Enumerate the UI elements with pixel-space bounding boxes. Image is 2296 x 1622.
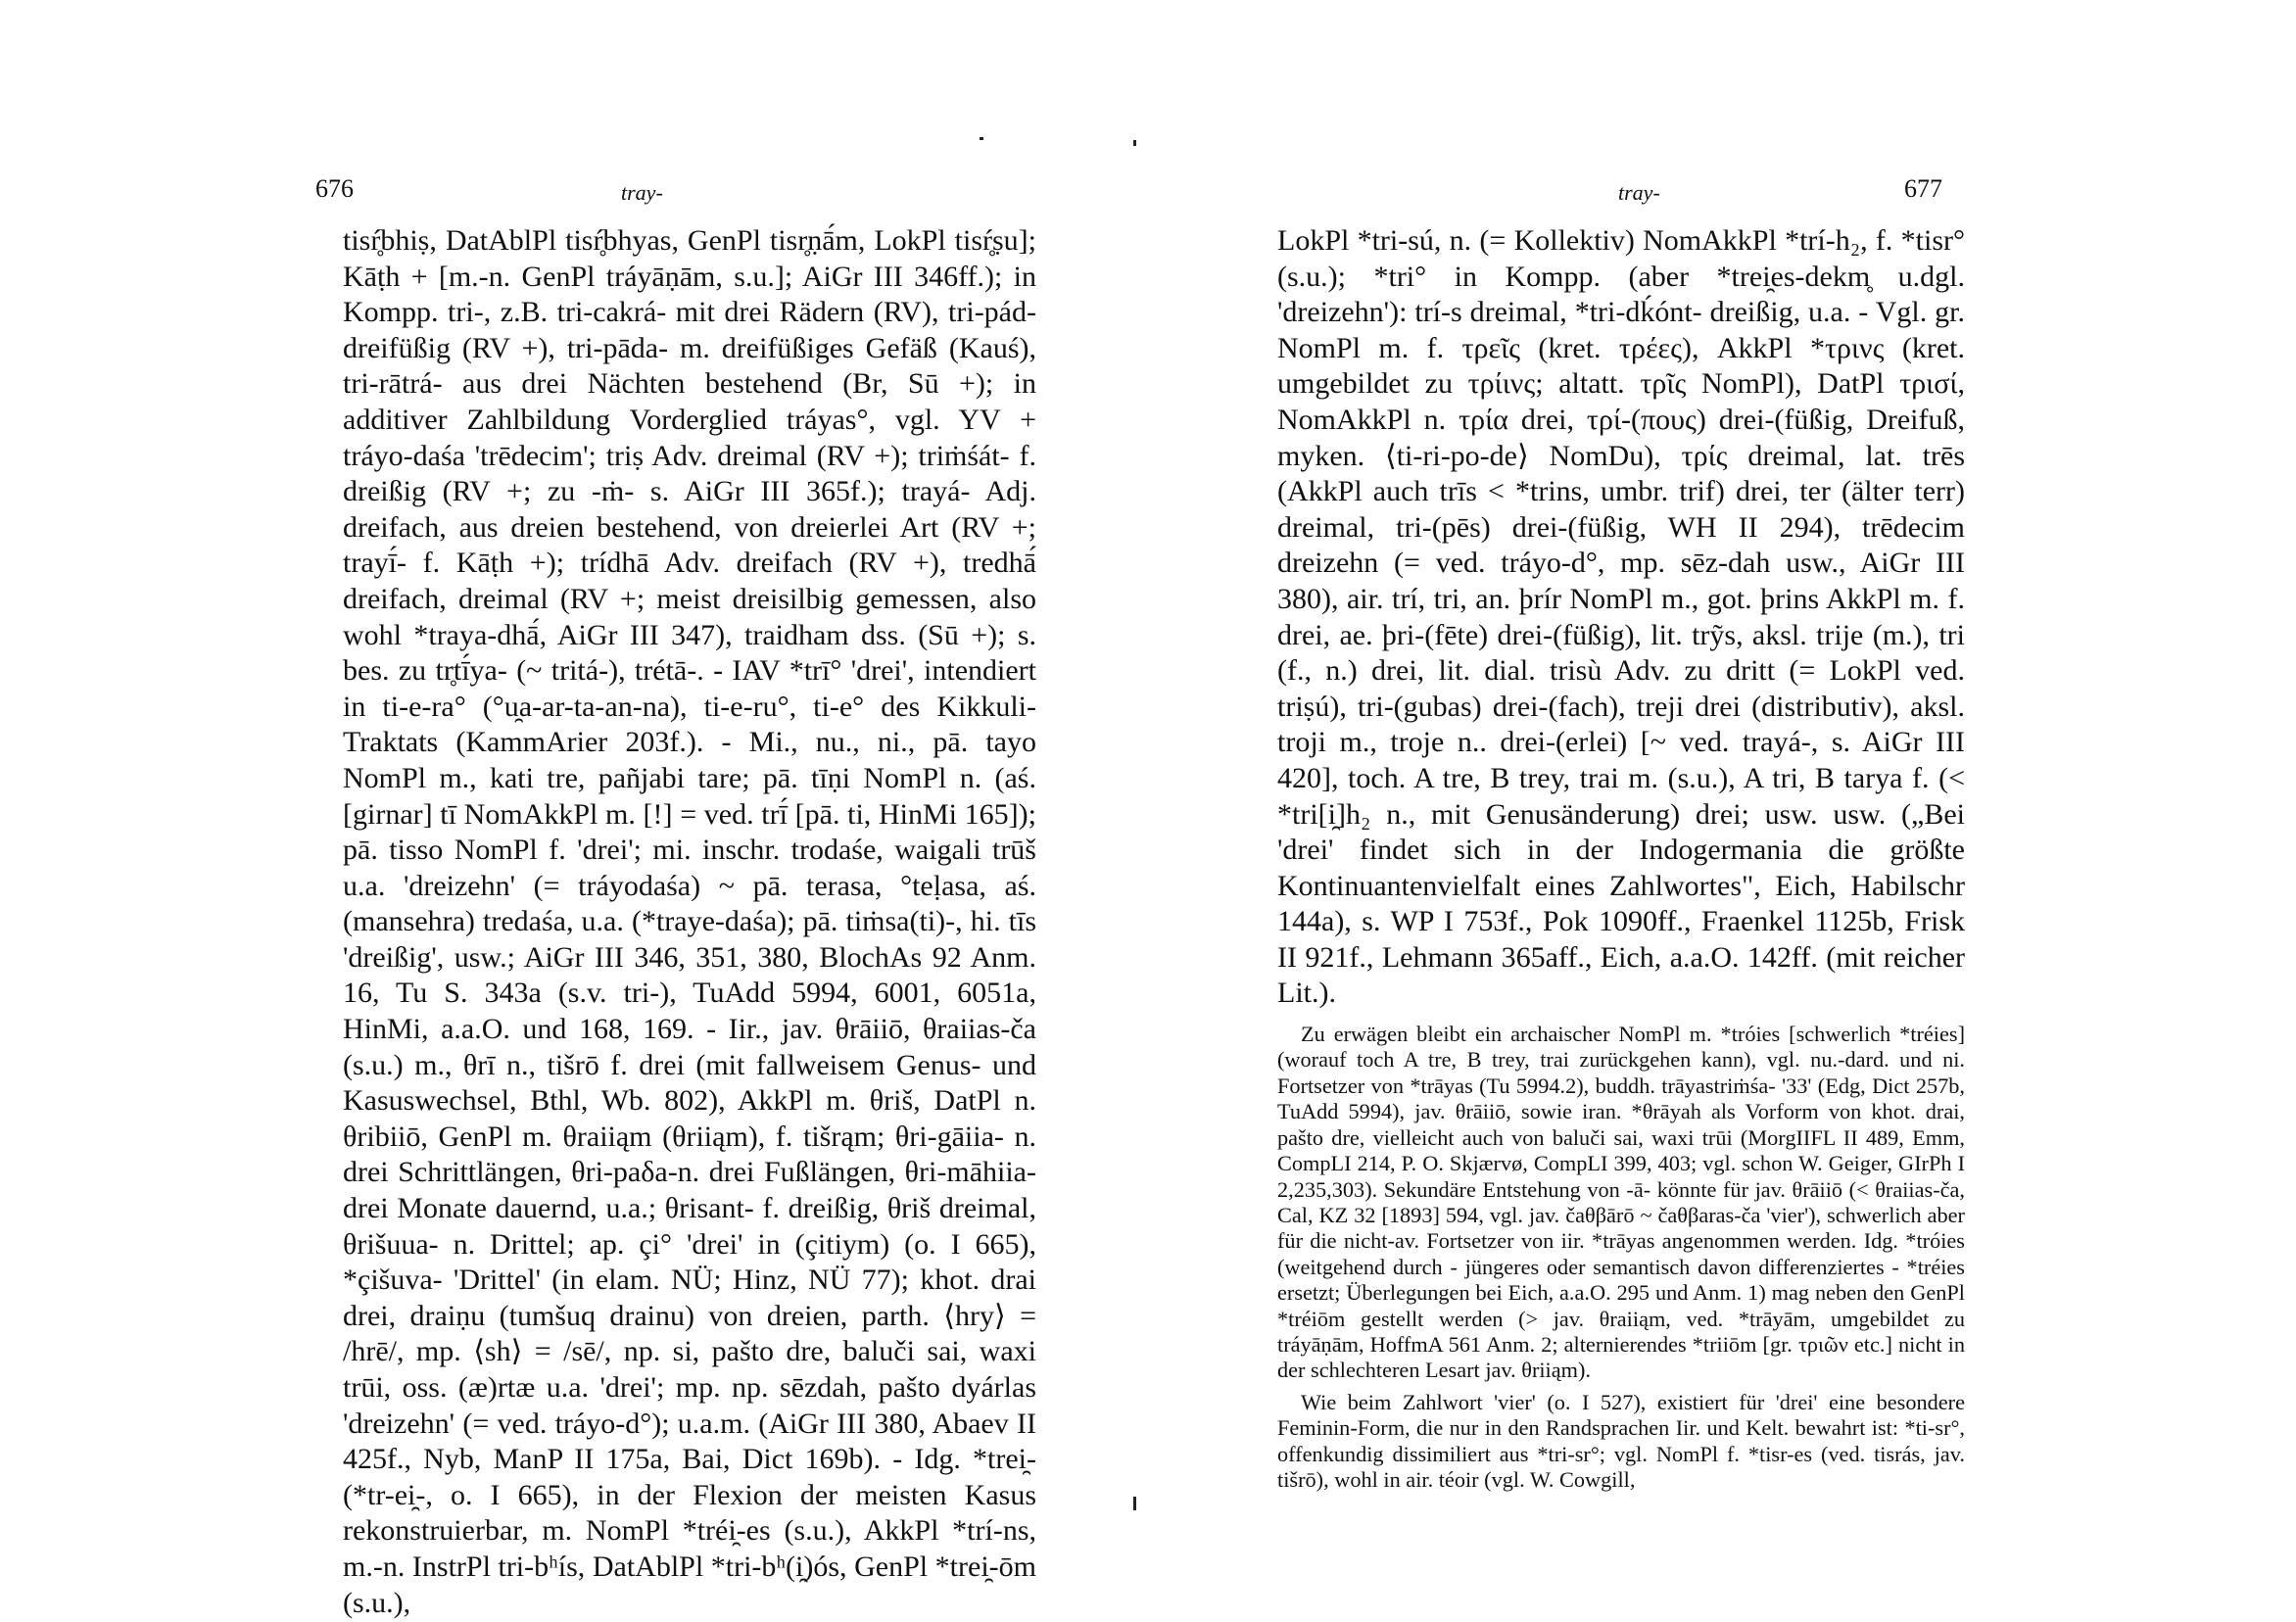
scan-speck [980, 137, 983, 140]
page-number: 676 [315, 174, 354, 203]
scan-speck [1133, 1497, 1136, 1510]
entry-text: LokPl *tri-sú, n. (= Kollektiv) NomAkkPl *trí-h₂, f. *tisr° (s.u.); *tri° in Kompp. (aber *trei̯es-dekm̥ u.dgl. 'dreizehn'): trí-s dreimal, *tri-dḱónt- dreißig, u.a. - Vgl. gr. NomPl m. f. τρεῖς (kret. τρέες), AkkPl *τρινς (kret. umgebildet zu τρίινς; altatt. τρῖς NomPl), DatPl τρισί, NomAkkPl n. τρία drei, τρί-(πους) drei-(füßig, Dreifuß, myken. ⟨ti-ri-po-de⟩ NomDu), τρίς dreimal, lat. trēs (AkkPl auch trīs < *trins, umbr. trif) drei, ter (älter terr) dreimal, tri-(pēs) drei-(füßig, WH II 294), trēdecim dreizehn (= ved. tráyo-d°, mp. sēz-dah usw., AiGr III 380), air. trí, tri, an. þrír NomPl m., got. þrins AkkPl m. f. drei, ae. þri-(fēte) drei-(füßig), lit. trỹs, aksl. trije (m.), tri (f., n.) drei, lit. dial. trisù Adv. zu dritt (= LokPl ved. triṣú), tri-(gubas) drei-(fach), treji drei (distributiv), aksl. troji m., troje n.. drei-(erlei) [~ ved. trayá-, s. AiGr III 420], toch. A tre, B trey, trai m. (s.u.), A tri, B tarya f. (< *tri[i̯]h₂ n., mit Genusänderung) drei; usw. usw. („Bei 'drei' findet sich in der Indogermania die größte Kontinuantenvielfalt eines Zahlwortes", Eich, Habilschr 144a), s. WP I 753f., Pok 1090ff., Fraenkel 1125b, Frisk II 921f., Lehmann 365aff., Eich, a.a.O. 142ff. (mit reicher Lit.). [1277, 224, 1965, 1010]
footnote-paragraph: Zu erwägen bleibt ein archaischer NomPl m. *tróies [schwerlich *tréies] (worauf toch A tre, B trey, trai zurückgehen kann), vgl. nu.-dard. und ni. Fortsetzer von *trāyas (Tu 5994.2), buddh. trāyastriṁśa- '33' (Edg, Dict 257b, TuAdd 5994), jav. θrāiiō, sowie iran. *θrāyah als Vorform von khot. drai, pašto dre, vielleicht auch von baluči sai, waxi trūi (MorgIIFL II 489, Emm, CompLI 214, P. O. Skjærvø, CompLI 399, 403; vgl. schon W. Geiger, GIrPh I 2,235,303). Sekundäre Entstehung von -ā- könnte für jav. θrāiiō (< θraiias-ča, Cal, KZ 32 [1893] 594, vgl. jav. čaθβārō ~ čaθβaras-ča 'vier'), schwerlich aber für die nicht-av. Fortsetzer von iir. *trāyas angenommen werden. Idg. *tróies (weitgehend durch - jüngeres oder semantisch davon differenziertes - *tréies ersetzt; Überlegungen bei Eich, a.a.O. 295 und Anm. 1) mag neben den GenPl *tréiōm gestellt werden (> jav. θraiiąm, ved. *trāyām, umgebildet zu tráyāṇām, HoffmA 561 Anm. 2; alternierendes *triiōm [gr. τριῶν etc.] nicht in der schlechteren Lesart jav. θriiąm). [1277, 1022, 1965, 1383]
running-head: tray- [621, 180, 663, 205]
footnote-paragraph: Wie beim Zahlwort 'vier' (o. I 527), existiert für 'drei' eine besondere Feminin-Form, die nur in den Randsprachen Iir. und Kelt. bewahrt ist: *ti-sr°, offenkundig dissimiliert aus *tri-sr°; vgl. NomPl f. *tisr-es (ved. tisrás, jav. tišrō), wohl in air. téoir (vgl. W. Cowgill, [1277, 1389, 1965, 1492]
right-page [1148, 0, 2296, 1622]
left-column [343, 223, 1036, 1621]
entry-text: tisŕ̥bhiṣ, DatAblPl tisŕ̥bhyas, GenPl tisr̥ṇā́m, LokPl tisŕ̥ṣu]; Kāṭh + [m.-n. GenPl tráyāṇām, s.u.]; AiGr III 346ff.); in Kompp. tri-, z.B. tri-cakrá- mit drei Rädern (RV), tri-pád- dreifüßig (RV +), tri-pāda- m. dreifüßiges Gefäß (Kauś), tri-rātrá- aus drei Nächten bestehend (Br, Sū +); in additiver Zahlbildung Vorderglied tráyas°, vgl. YV + tráyo-daśa 'trēdecim'; triṣ Adv. dreimal (RV +); triṁśát- f. dreißig (RV +; zu -ṁ- s. AiGr III 365f.); trayá- Adj. dreifach, aus dreien bestehend, von dreierlei Art (RV +; trayī́- f. Kāṭh +); trídhā Adv. dreifach (RV +), tredhā́ dreifach, dreimal (RV +; meist dreisilbig gemessen, also wohl *traya-dhā́, AiGr III 347), traidham dss. (Sū +); s. bes. zu tr̥tī́ya- (~ tritá-), trétā-. - IAV *trī° 'drei', intendiert in ti-e-ra° (°u̯a-ar-ta-an-na), ti-e-ru°, ti-e° des Kikkuli-Traktats (KammArier 203f.). - Mi., nu., ni., pā. tayo NomPl m., kati tre, pañjabi tare; pā. tīṇi NomPl n. (aś. [girnar] tī NomAkkPl m. [!] = ved. trī́ [pā. ti, HinMi 165]); pā. tisso NomPl f. 'drei'; mi. inschr. trodaśe, waigali trūš u.a. 'dreizehn' (= tráyodaśa) ~ pā. terasa, °teḷasa, aś. (mansehra) tredaśa, u.a. (*traye-daśa); pā. tiṁsa(ti)-, hi. tīs 'dreißig', usw.; AiGr III 346, 351, 380, BlochAs 92 Anm. 16, Tu S. 343a (s.v. tri-), TuAdd 5994, 6001, 6051a, HinMi, a.a.O. und 168, 169. - Iir., jav. θrāiiō, θraiias-ča (s.u.) m., θrī n., tišrō f. drei (mit fallweisem Genus- und Kasuswechsel, Bthl, Wb. 802), AkkPl m. θriš, DatPl n. θribiiō, GenPl m. θraiiąm (θriiąm), f. tišrąm; θri-gāiia- n. drei Schrittlängen, θri-paδa-n. drei Fußlängen, θri-māhiia- drei Monate dauernd, u.a.; θrisant- f. dreißig, θriš dreimal, θrišuua- n. Drittel; ap. çi° 'drei' in (çitiym) (o. I 665), *çišuva- 'Drittel' (in elam. NÜ; Hinz, NÜ 77); khot. drai drei, draiṇu (tumšuq drainu) von dreien, parth. ⟨hry⟩ = /hrē/, mp. ⟨sh⟩ = /sē/, np. si, pašto dre, baluči sai, waxi trūi, oss. (æ)rtæ u.a. 'drei'; mp. np. sēzdah, pašto dyárlas 'dreizehn' (= ved. tráyo-d°); u.a.m. (AiGr III 380, Abaev II 425f., Nyb, ManP II 175a, Bai, Dict 169b). - Idg. *trei̯- (*tr-ei̯-, o. I 665), in der Flexion der meisten Kasus rekonstruierbar, m. NomPl *tréi̯-es (s.u.), AkkPl *trí-ns, m.-n. InstrPl tri-bʰís, DatAblPl *tri-bʰ(i̯)ós, GenPl *trei̯-ōm (s.u.), [343, 224, 1036, 1619]
right-column [1277, 223, 1965, 1493]
page-number: 677 [1904, 174, 1942, 203]
running-head: tray- [1618, 180, 1660, 205]
scan-speck [1133, 140, 1136, 146]
